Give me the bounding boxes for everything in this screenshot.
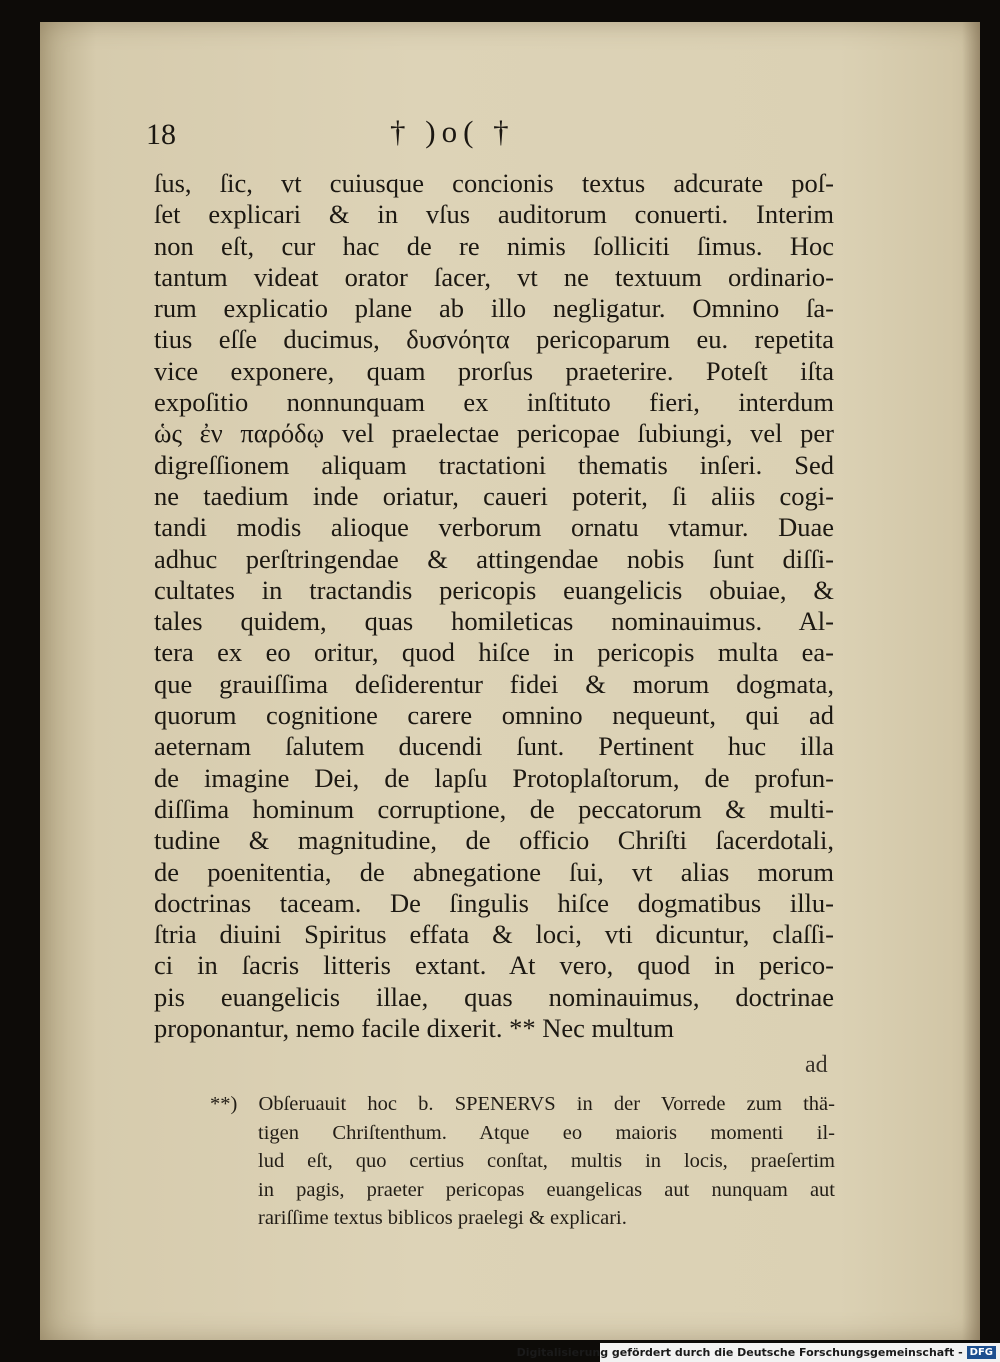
text-line: que grauiſſima deſiderentur fidei & morum dogmata,: [154, 668, 834, 699]
text-line: ci in ſacris litteris extant. At vero, quod in perico-: [154, 950, 834, 981]
text-line: doctrinas taceam. De ſingulis hiſce dogmatibus illu-: [154, 887, 834, 918]
text-line: adhuc perſtringendae & attingendae nobis ſunt diſſi-: [154, 543, 834, 574]
text-line: vice exponere, quam prorſus praeterire. Poteſt iſta: [154, 355, 834, 386]
text-line: tudine & magnitudine, de officio Chriſti ſacerdotali,: [154, 825, 834, 856]
footnote-line: tigen Chriſtenthum. Atque eo maioris momenti il-: [258, 1121, 835, 1144]
text-line: de poenitentia, de abnegatione ſui, vt alias morum: [154, 856, 834, 887]
text-line: ſus, ſic, vt cuiusque concionis textus adcurate poſ-: [154, 168, 834, 198]
text-line: rum explicatio plane ab illo negligatur. Omnino ſa-: [154, 293, 834, 324]
text-line: digreſſionem aliquam tractationi thematis inſeri. Sed: [154, 449, 834, 480]
funding-credit: Digitalisierung gefördert durch die Deutsche Forschungsgemeinschaft -: [516, 1346, 963, 1359]
text-line: proponantur, nemo facile dixerit. ** Nec multum: [154, 1013, 674, 1044]
catchword: ad: [805, 1052, 828, 1078]
text-line: tales quidem, quas homileticas nominauimus. Al-: [154, 606, 834, 637]
text-line: aeternam ſalutem ducendi ſunt. Pertinent huc illa: [154, 731, 834, 762]
footnote-line: **) Obſeruauit hoc b. SPENERVS in der Vorrede zum thä-: [210, 1093, 835, 1115]
text-line: expoſitio nonnunquam ex inſtituto fieri, interdum: [154, 387, 834, 418]
text-line: diſſima hominum corruptione, de peccatorum & multi-: [154, 793, 834, 824]
text-line: de imagine Dei, de lapſu Protoplaſtorum, de profun-: [154, 762, 834, 793]
footnote-line: in pagis, praeter pericopas euangelicas aut nunquam aut: [258, 1178, 835, 1201]
text-line: ὡς ἐν παρόδῳ vel praelectae pericopae ſubiungi, vel per: [154, 418, 834, 449]
text-line: ſet explicari & in vſus auditorum conuerti. Interim: [154, 199, 834, 230]
footnote: [210, 1090, 835, 1233]
text-line: tius eſſe ducimus, δυσνόητα pericoparum eu. repetita: [154, 324, 834, 355]
page-edge-shadow: [962, 22, 980, 1340]
main-text-block: [154, 168, 834, 1044]
text-line: pis euangelicis illae, quas nominauimus, doctrinae: [154, 981, 834, 1012]
text-line: tantum videat orator ſacer, vt ne textuum ordinario-: [154, 261, 834, 292]
text-line: ſtria diuini Spiritus effata & loci, vti dicuntur, claſſi-: [154, 919, 834, 950]
page-number: 18: [146, 118, 176, 151]
footnote-line: lud eſt, quo certius conſtat, multis in locis, praeſertim: [258, 1150, 835, 1172]
digitization-footer: [516, 1343, 1000, 1362]
dfg-logo: DFG: [967, 1346, 996, 1359]
text-line: tera ex eo oritur, quod hiſce in pericopis multa ea-: [154, 637, 834, 668]
running-head: † )o( †: [390, 114, 515, 149]
text-line: quorum cognitione carere omnino nequeunt, qui ad: [154, 700, 834, 731]
text-line: non eſt, cur hac de re nimis ſolliciti ſimus. Hoc: [154, 230, 834, 261]
text-line: cultates in tractandis pericopis euangelicis obuiae, &: [154, 574, 834, 605]
footnote-line: rariſſime textus biblicos praelegi & explicari.: [258, 1207, 627, 1229]
text-line: tandi modis alioque verborum ornatu vtamur. Duae: [154, 512, 834, 543]
text-line: ne taedium inde oriatur, caueri poterit, ſi aliis cogi-: [154, 480, 834, 511]
